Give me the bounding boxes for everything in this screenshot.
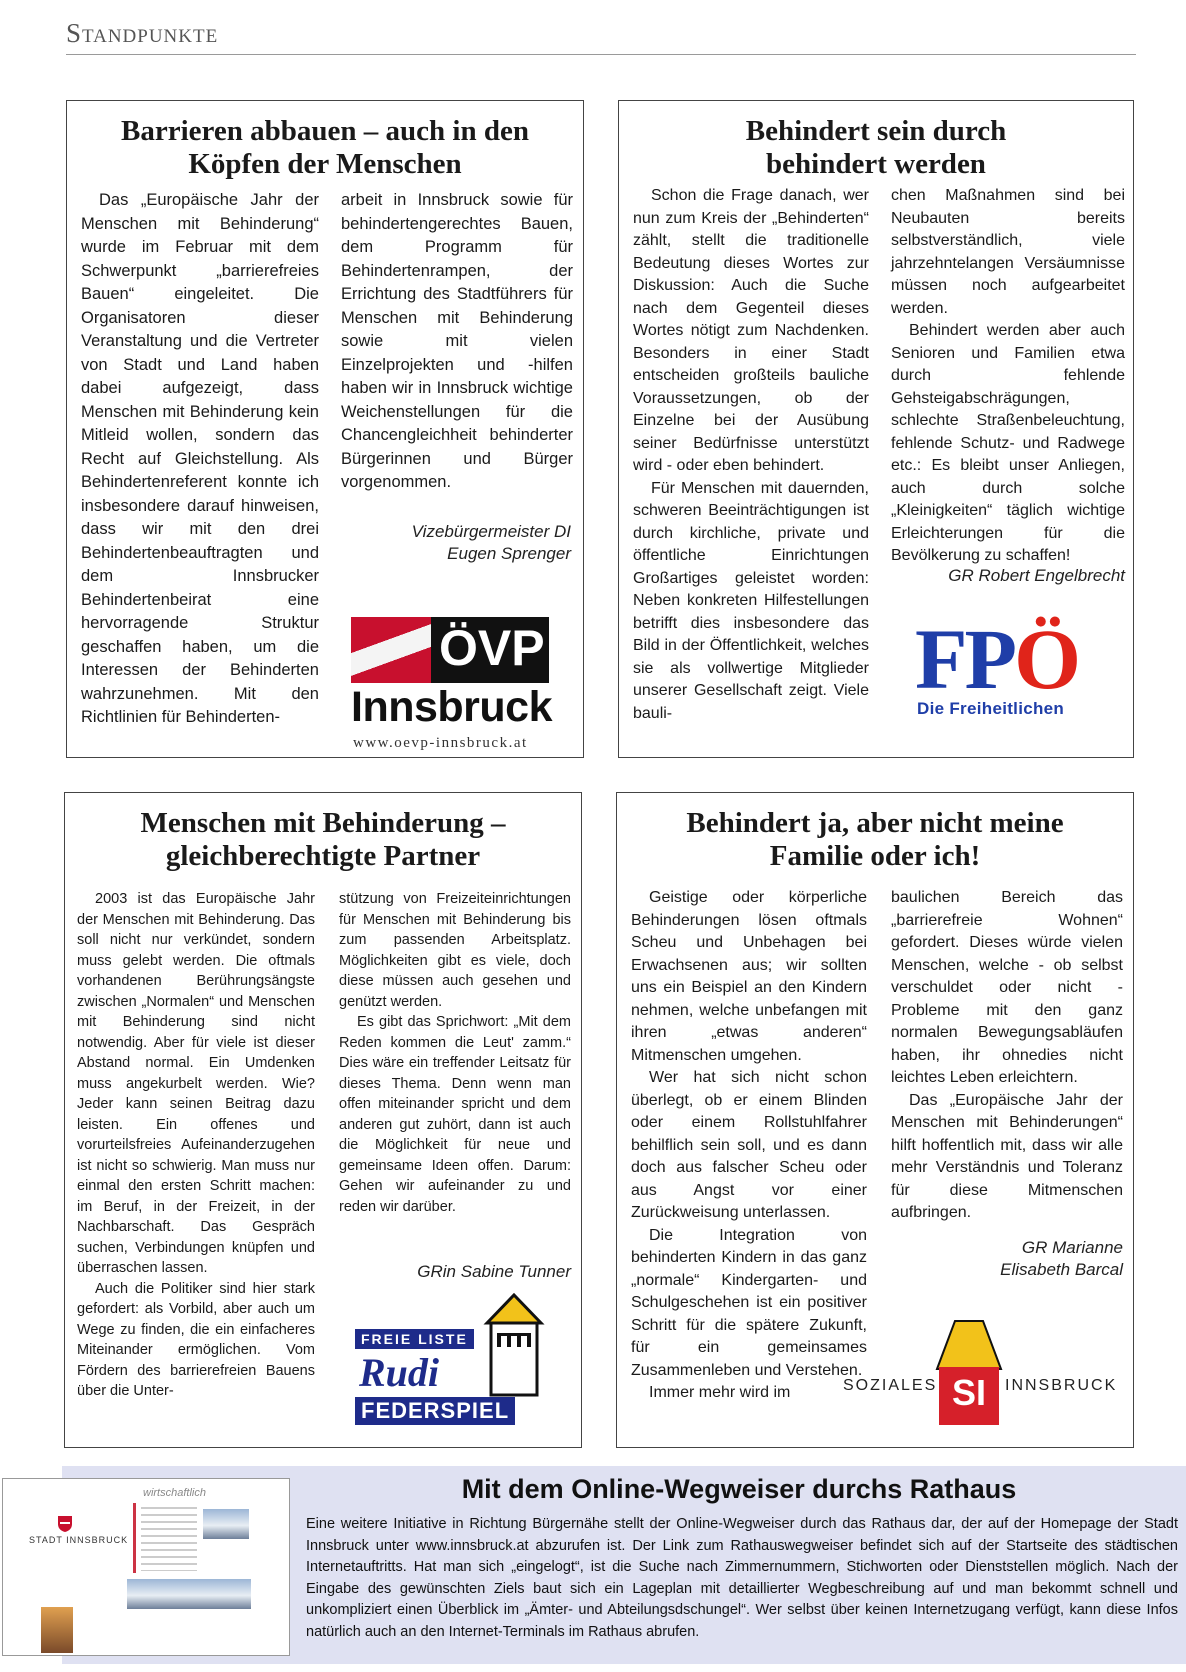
paragraph: Für Menschen mit dauernden, schweren Beeinträchtigungen ist durch kirchliche, private und öffentliche Einrichtungen Großartiges geleistet worden: Neben konkreten Hilfestellungen betrifft dies insbesondere das Bild in der Öffentlichkeit, welches sie als vollwertige Mitglieder unserer Gesellschaft zeigt. Viele bauli- <box>633 479 869 722</box>
paragraph: Wer hat sich nicht schon überlegt, ob er einem Blinden oder einem Rollstuhlfahrer behilflich sein soll, und es dann doch aus falscher Scheu oder aus Angst vor einer Zurückweisung unterlassen. <box>631 1069 867 1221</box>
oevp-logo-banner <box>351 617 549 683</box>
article-column-2 <box>339 889 571 1217</box>
fpoe-logo <box>915 611 1115 729</box>
author-line: Eugen Sprenger <box>447 544 571 563</box>
fpoe-logo-wordmark <box>915 611 1115 707</box>
paragraph: 2003 ist das Europäische Jahr der Menschen mit Behinderung. Das soll nicht nur verkündet, sondern muss gelebt werden. Die oftmals vorhandenen Berührungsängste zwischen „Normalen“ und Menschen mit Behinderung sind nicht notwendig. Aber für viele ist dieser Abstand normal. Ein Umdenken muss angekurbelt werden. Wie? Jeder kann seinen Beitrag dazu leisten. Ein offenes und vorurteilsfreies Aufeinanderzugehen ist nicht so schwierig. Man muss nur einmal den ersten Schritt machen: im Beruf, in der Freizeit, in der Nachbarschaft. Das Gespräch suchen, Verbindungen knüpfen und überraschen lassen. <box>77 891 315 1276</box>
title-line: Behindert sein durch <box>745 115 1007 147</box>
freie-liste-label: FREIE LISTE <box>355 1329 474 1349</box>
article-fpoe <box>618 100 1134 758</box>
si-mark: SI <box>939 1367 999 1419</box>
fpoe-logo-letters: FP <box>915 611 1015 707</box>
title-line: Behindert ja, aber nicht meine <box>686 807 1064 839</box>
thumbnail-menu-line <box>133 1503 136 1573</box>
thumbnail-sidebar <box>3 1479 133 1655</box>
page-header <box>66 18 1136 55</box>
article-column-1 <box>81 189 319 730</box>
author-line: GR Marianne <box>1021 1238 1123 1257</box>
thumbnail-city-label: STADT INNSBRUCK <box>29 1535 129 1545</box>
article-author: GRin Sabine Tunner <box>417 1262 571 1281</box>
banner-text: Eine weitere Initiative in Richtung Bürgernähe stellt der Online-Wegweiser durch das Rathaus dar, der auf der Homepage der Stadt Innsbruck unter www.innsbruck.at abzurufen ist. Der Link zum Rathauswegweiser befindet sich auf der Startseite des städtischen Internetauftritts. Hat man sich „eingelogt“, ist die Suche nach Zimmernummern, Stichworten oder Dienststellen möglich. Nach der Eingabe des gewünschten Ziels baut sich ein Lageplan mit detaillierter Wegbeschreibung auf und man bekommt schnell und unkompliziert einen Überblick im „Ämter- und Abteilungsdschungel“. Wer selbst über keinen Internetzugang verfügt, kann diese Infos natürlich auch an den Internet-Terminals im Rathaus abrufen. <box>306 1516 1178 1640</box>
article-title <box>75 807 571 873</box>
soziales-innsbruck-logo <box>843 1319 1123 1429</box>
freie-liste-logo <box>355 1293 555 1433</box>
tower-image <box>41 1607 73 1653</box>
oevp-logo-party: ÖVP <box>439 620 545 676</box>
federspiel-label: FEDERSPIEL <box>355 1397 515 1425</box>
thumbnail-photo <box>203 1509 249 1539</box>
thumbnail-menu-lines <box>141 1507 197 1571</box>
oevp-logo-city: Innsbruck <box>351 683 552 731</box>
paragraph: baulichen Bereich das „barrierefreie Wohnen“ gefordert. Dieses würde vielen Menschen, welche - ob selbst verschuldet oder nicht - Probleme mit den ganz normalen Bewegungsabläufen haben, ihr ohnedies nicht leichtes Leben erleichtern. <box>891 889 1123 1086</box>
oevp-logo-url: www.oevp-innsbruck.at <box>353 735 528 751</box>
article-title <box>629 115 1123 181</box>
paragraph: Die Integration von behinderten Kindern in das ganz „normale“ Kindergarten- und Schulgeschehen ist ein positiver Schritt für die spätere Zukunft, für ein gemeinsames Zusammenleben und Verstehen. <box>631 1226 867 1379</box>
article-author <box>341 521 571 565</box>
article-freie-liste <box>64 792 582 1448</box>
soziales-label: SOZIALES <box>843 1377 938 1394</box>
paragraph: arbeit in Innsbruck sowie für behindertengerechtes Bauen, dem Programm für Behindertenrampen, der Errichtung des Stadtführers für Menschen mit Behinderung sowie mit vielen Einzelprojekten und -hilfen haben wir in Innsbruck wichtige Weichenstellungen für die Chancengleichheit behinderter Bürgerinnen und Bürger vorgenommen. <box>341 191 573 491</box>
title-line: behindert werden <box>766 148 986 180</box>
fpoe-logo-subtitle: Die Freiheitlichen <box>917 699 1065 718</box>
banner-title: Mit dem Online-Wegweiser durchs Rathaus <box>461 1474 1017 1504</box>
paragraph: Schon die Frage danach, wer nun zum Kreis der „Behinderten“ zählt, stellt die traditionelle Bedeutung dieses Wortes zur Diskussion: Auch die Suche nach dem Gegenteil dieses Wortes nötigt zum Nachdenken. Besonders in einer Stadt entscheiden großteils bauliche Voraussetzungen, ob der Einzelne bei der Ausübung seiner Bedürfnisse unterstützt wird - oder eben behindert. <box>633 187 869 474</box>
paragraph: Geistige oder körperliche Behinderungen lösen oftmals Scheu und Unbehagen bei Erwachsenen aus; wir sollten uns ein Beispiel an den Kindern nehmen, welche unbefangen mit ihren „etwas anderen“ Mitmenschen umgehen. <box>631 889 867 1064</box>
article-column-1 <box>633 185 869 725</box>
article-title <box>627 807 1123 873</box>
title-line: Familie oder ich! <box>769 840 981 872</box>
author-line: Elisabeth Barcal <box>1000 1260 1123 1279</box>
author-line: Vizebürgermeister DI <box>411 522 571 541</box>
article-author <box>891 1237 1123 1281</box>
paragraph: Immer mehr wird im <box>649 1384 791 1401</box>
flag-icon <box>351 617 431 683</box>
thumbnail-section-label: wirtschaftlich <box>143 1487 206 1499</box>
website-screenshot-thumbnail <box>2 1478 290 1656</box>
article-title <box>77 115 573 181</box>
paragraph: Behindert werden aber auch Senioren und Familien etwa durch fehlende Gehsteigabschrägungen, schlechte Straßenbeleuchtung, fehlende Schutz- und Radwege etc.: Es bleibt unser Anliegen, auch durch solche „Kleinigkeiten“ täglich wichtige Erleichterungen für die Bevölkerung zu schaffen! <box>891 322 1125 564</box>
thumbnail-mountain-photo <box>127 1579 251 1609</box>
article-column-1 <box>631 887 867 1405</box>
oevp-logo <box>351 617 561 753</box>
title-line: Barrieren abbauen – auch in den <box>121 115 529 147</box>
section-title: Standpunkte <box>66 18 219 48</box>
article-column-2 <box>891 185 1125 568</box>
title-line: Köpfen der Menschen <box>188 148 462 180</box>
paragraph: Das „Europäische Jahr der Menschen mit Behinderungen“ hilft hoffentlich mit, dass wir alle mehr Verständnis und Toleranz für diese Mitmenschen aufbringen. <box>891 1091 1123 1221</box>
paragraph: Das „Europäische Jahr der Menschen mit Behinderung“ wurde im Februar mit dem Schwerpunkt „barrierefreies Bauen“ eingeleitet. Die Organisatoren dieser Veranstaltung und die Vertreter von Stadt und Land haben dabei aufgezeigt, dass Menschen mit Behinderung kein Mitleid wollen, sondern das Recht auf Gleichstellung. Als Behindertenreferent konnte ich insbesondere darauf hinweisen, dass wir mit den drei Behindertenbeauftragten und dem Innsbrucker Behindertenbeirat eine hervorragende Struktur geschaffen haben, um die Interessen der Behinderten wahrzunehmen. Mit den Richtlinien für Behinderten- <box>81 191 319 726</box>
innsbruck-label: INNSBRUCK <box>1005 1377 1118 1394</box>
article-column-1 <box>77 889 315 1402</box>
paragraph: Es gibt das Sprichwort: „Mit dem Reden kommen die Leut' zamm.“ Dies wäre ein treffender Leitsatz für dieses Thema. Denn wenn man offen miteinander spricht und dem anderen gut zuhört, dann ist auch die Möglichkeit für neue und gemeinsame Ideen offen. Darum: Gehen wir aufeinander zu und reden wir darüber. <box>339 1014 571 1215</box>
article-soziales-innsbruck <box>616 792 1134 1448</box>
house-icon <box>483 1293 545 1397</box>
article-oevp <box>66 100 584 758</box>
paragraph: Auch die Politiker sind hier stark gefordert: als Vorbild, aber auch um Wege zu finden, die ein einfacheres Miteinander ermöglichen. Vom Fördern des barrierefreien Bauens über die Unter- <box>77 1280 315 1399</box>
article-author: GR Robert Engelbrecht <box>948 566 1125 585</box>
article-column-2 <box>891 887 1123 1225</box>
fpoe-logo-letter-o: Ö <box>1014 611 1078 707</box>
title-line: gleichberechtigte Partner <box>165 840 481 872</box>
paragraph: chen Maßnahmen sind bei Neubauten bereits selbstverständlich, viele jahrzehntelangen Versäumnisse müssen noch aufgearbeitet werden. <box>891 187 1125 317</box>
article-column-2 <box>341 189 573 495</box>
coat-of-arms-icon <box>57 1515 73 1533</box>
title-line: Menschen mit Behinderung – <box>140 807 506 839</box>
rudi-signature: Rudi <box>359 1350 440 1395</box>
paragraph: stützung von Freizeiteinrichtungen für Menschen mit Behinderung bis zum passenden Arbeitsplatz. Möglichkeiten gibt es viele, doch diese müssen auch gesehen und genützt werden. <box>339 891 571 1010</box>
